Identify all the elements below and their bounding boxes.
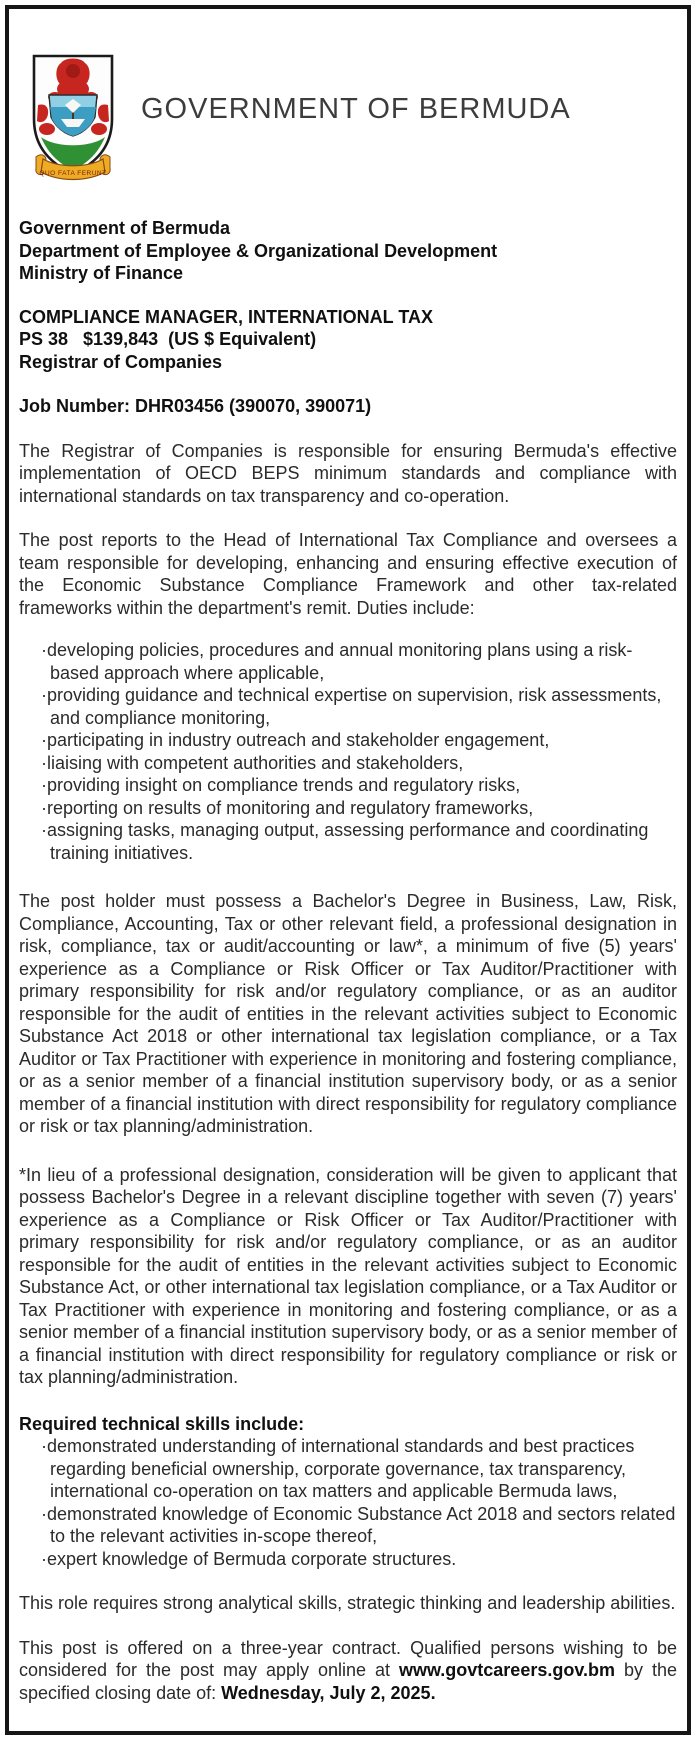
- reports-paragraph: The post reports to the Head of International Tax Compliance and oversees a team responsible for developing, enhancing and ensuring effective execution of the Economic Substance Compliance Framework and other tax-related frameworks within the department's remit. Duties include:: [19, 530, 677, 618]
- page-border-frame: [5, 5, 691, 1735]
- closing-date: Wednesday, July 2, 2025.: [221, 1682, 436, 1703]
- duty-item: · providing guidance and technical expertise on supervision, risk assessments, and compliance monitoring,: [19, 684, 677, 729]
- job-salary: PS 38 $139,843 (US $ Equivalent): [19, 329, 317, 349]
- duty-item: · assigning tasks, managing output, assessing performance and coordinating training initiatives.: [19, 819, 677, 864]
- organization-block: [19, 217, 677, 285]
- duty-item: · developing policies, procedures and annual monitoring plans using a risk-based approach where applicable,: [19, 639, 677, 684]
- crest-motto-text: QUO FATA FERUNT: [39, 170, 107, 177]
- skill-item: · expert knowledge of Bermuda corporate structures.: [19, 1548, 677, 1571]
- duties-list: [19, 639, 677, 864]
- duty-item: · participating in industry outreach and stakeholder engagement,: [19, 729, 677, 752]
- duty-item: · liaising with competent authorities and stakeholders,: [19, 752, 677, 775]
- closing-text-2: by the specified closing date of:: [19, 1660, 677, 1703]
- qualifications-paragraph: The post holder must possess a Bachelor's Degree in Business, Law, Risk, Compliance, Accounting, Tax or other relevant field, a professional designation in risk, compliance, tax or audit/accounting or law*, a minimum of five (5) years' experience as a Compliance or Risk Officer or Tax Auditor/Practitioner with primary responsibility for risk and/or regulatory compliance, or as an auditor responsible for the audit of entities in the relevant activities subject to Economic Substance Act 2018 or other international tax legislation compliance, or a Tax Auditor or Tax Practitioner with experience in monitoring and fostering compliance, or as a senior member of a financial institution supervisory body, or as a senior member of a financial institution with direct responsibility for regulatory compliance or risk or tax planning/administration.: [19, 891, 677, 1136]
- bermuda-coat-of-arms-icon: [29, 53, 117, 183]
- duty-item: · reporting on results of monitoring and regulatory frameworks,: [19, 797, 677, 820]
- document-content: [19, 217, 677, 1704]
- org-line-department: Department of Employee & Organizational Development: [19, 240, 498, 261]
- closing-text-1: This post is offered on a three-year contract. Qualified persons wishing to be considered for the post may apply online at: [19, 1637, 677, 1680]
- apply-url: www.govtcareers.gov.bm: [398, 1660, 616, 1680]
- in-lieu-paragraph: *In lieu of a professional designation, consideration will be given to applicant that possess Bachelor's Degree in a relevant discipline together with seven (7) years' experience as a Compliance or Risk Officer or Tax Auditor/Practitioner with primary responsibility for risk and/or regulatory compliance, or as an auditor responsible for the audit of entities in the relevant activities subject to Economic Substance Act, or other international tax legislation compliance, or a Tax Auditor or Tax Practitioner with experience in monitoring and fostering compliance, or as a senior member of a financial institution supervisory body, or as a senior member of a financial institution with direct responsibility for regulatory compliance or risk or tax planning/administration.: [19, 1164, 677, 1387]
- skills-heading: Required technical skills include:: [19, 1413, 305, 1434]
- job-title-block: [19, 306, 677, 374]
- skills-list: [19, 1435, 677, 1570]
- role-note-paragraph: This role requires strong analytical skills, strategic thinking and leadership abilities.: [19, 1593, 676, 1613]
- job-number: Job Number: DHR03456 (390070, 390071): [19, 396, 372, 416]
- government-of-bermuda-wordmark: GOVERNMENT OF BERMUDA: [141, 93, 571, 125]
- org-line-government: Government of Bermuda: [19, 218, 231, 238]
- job-department: Registrar of Companies: [19, 351, 223, 372]
- skill-item: · demonstrated knowledge of Economic Substance Act 2018 and sectors related to the relevant activities in-scope thereof,: [19, 1503, 677, 1548]
- skill-item: · demonstrated understanding of international standards and best practices regarding beneficial ownership, corporate governance, tax transparency, international co-operation on tax matters and applicable Bermuda laws,: [19, 1435, 677, 1503]
- closing-paragraph: [19, 1637, 677, 1705]
- intro-paragraph: The Registrar of Companies is responsible for ensuring Bermuda's effective implementation of OECD BEPS minimum standards and compliance with international standards on tax transparency and co-operation.: [19, 440, 677, 506]
- org-line-ministry: Ministry of Finance: [19, 263, 184, 283]
- duty-item: · providing insight on compliance trends and regulatory risks,: [19, 774, 677, 797]
- header: [19, 53, 677, 185]
- job-title: COMPLIANCE MANAGER, INTERNATIONAL TAX: [19, 306, 433, 327]
